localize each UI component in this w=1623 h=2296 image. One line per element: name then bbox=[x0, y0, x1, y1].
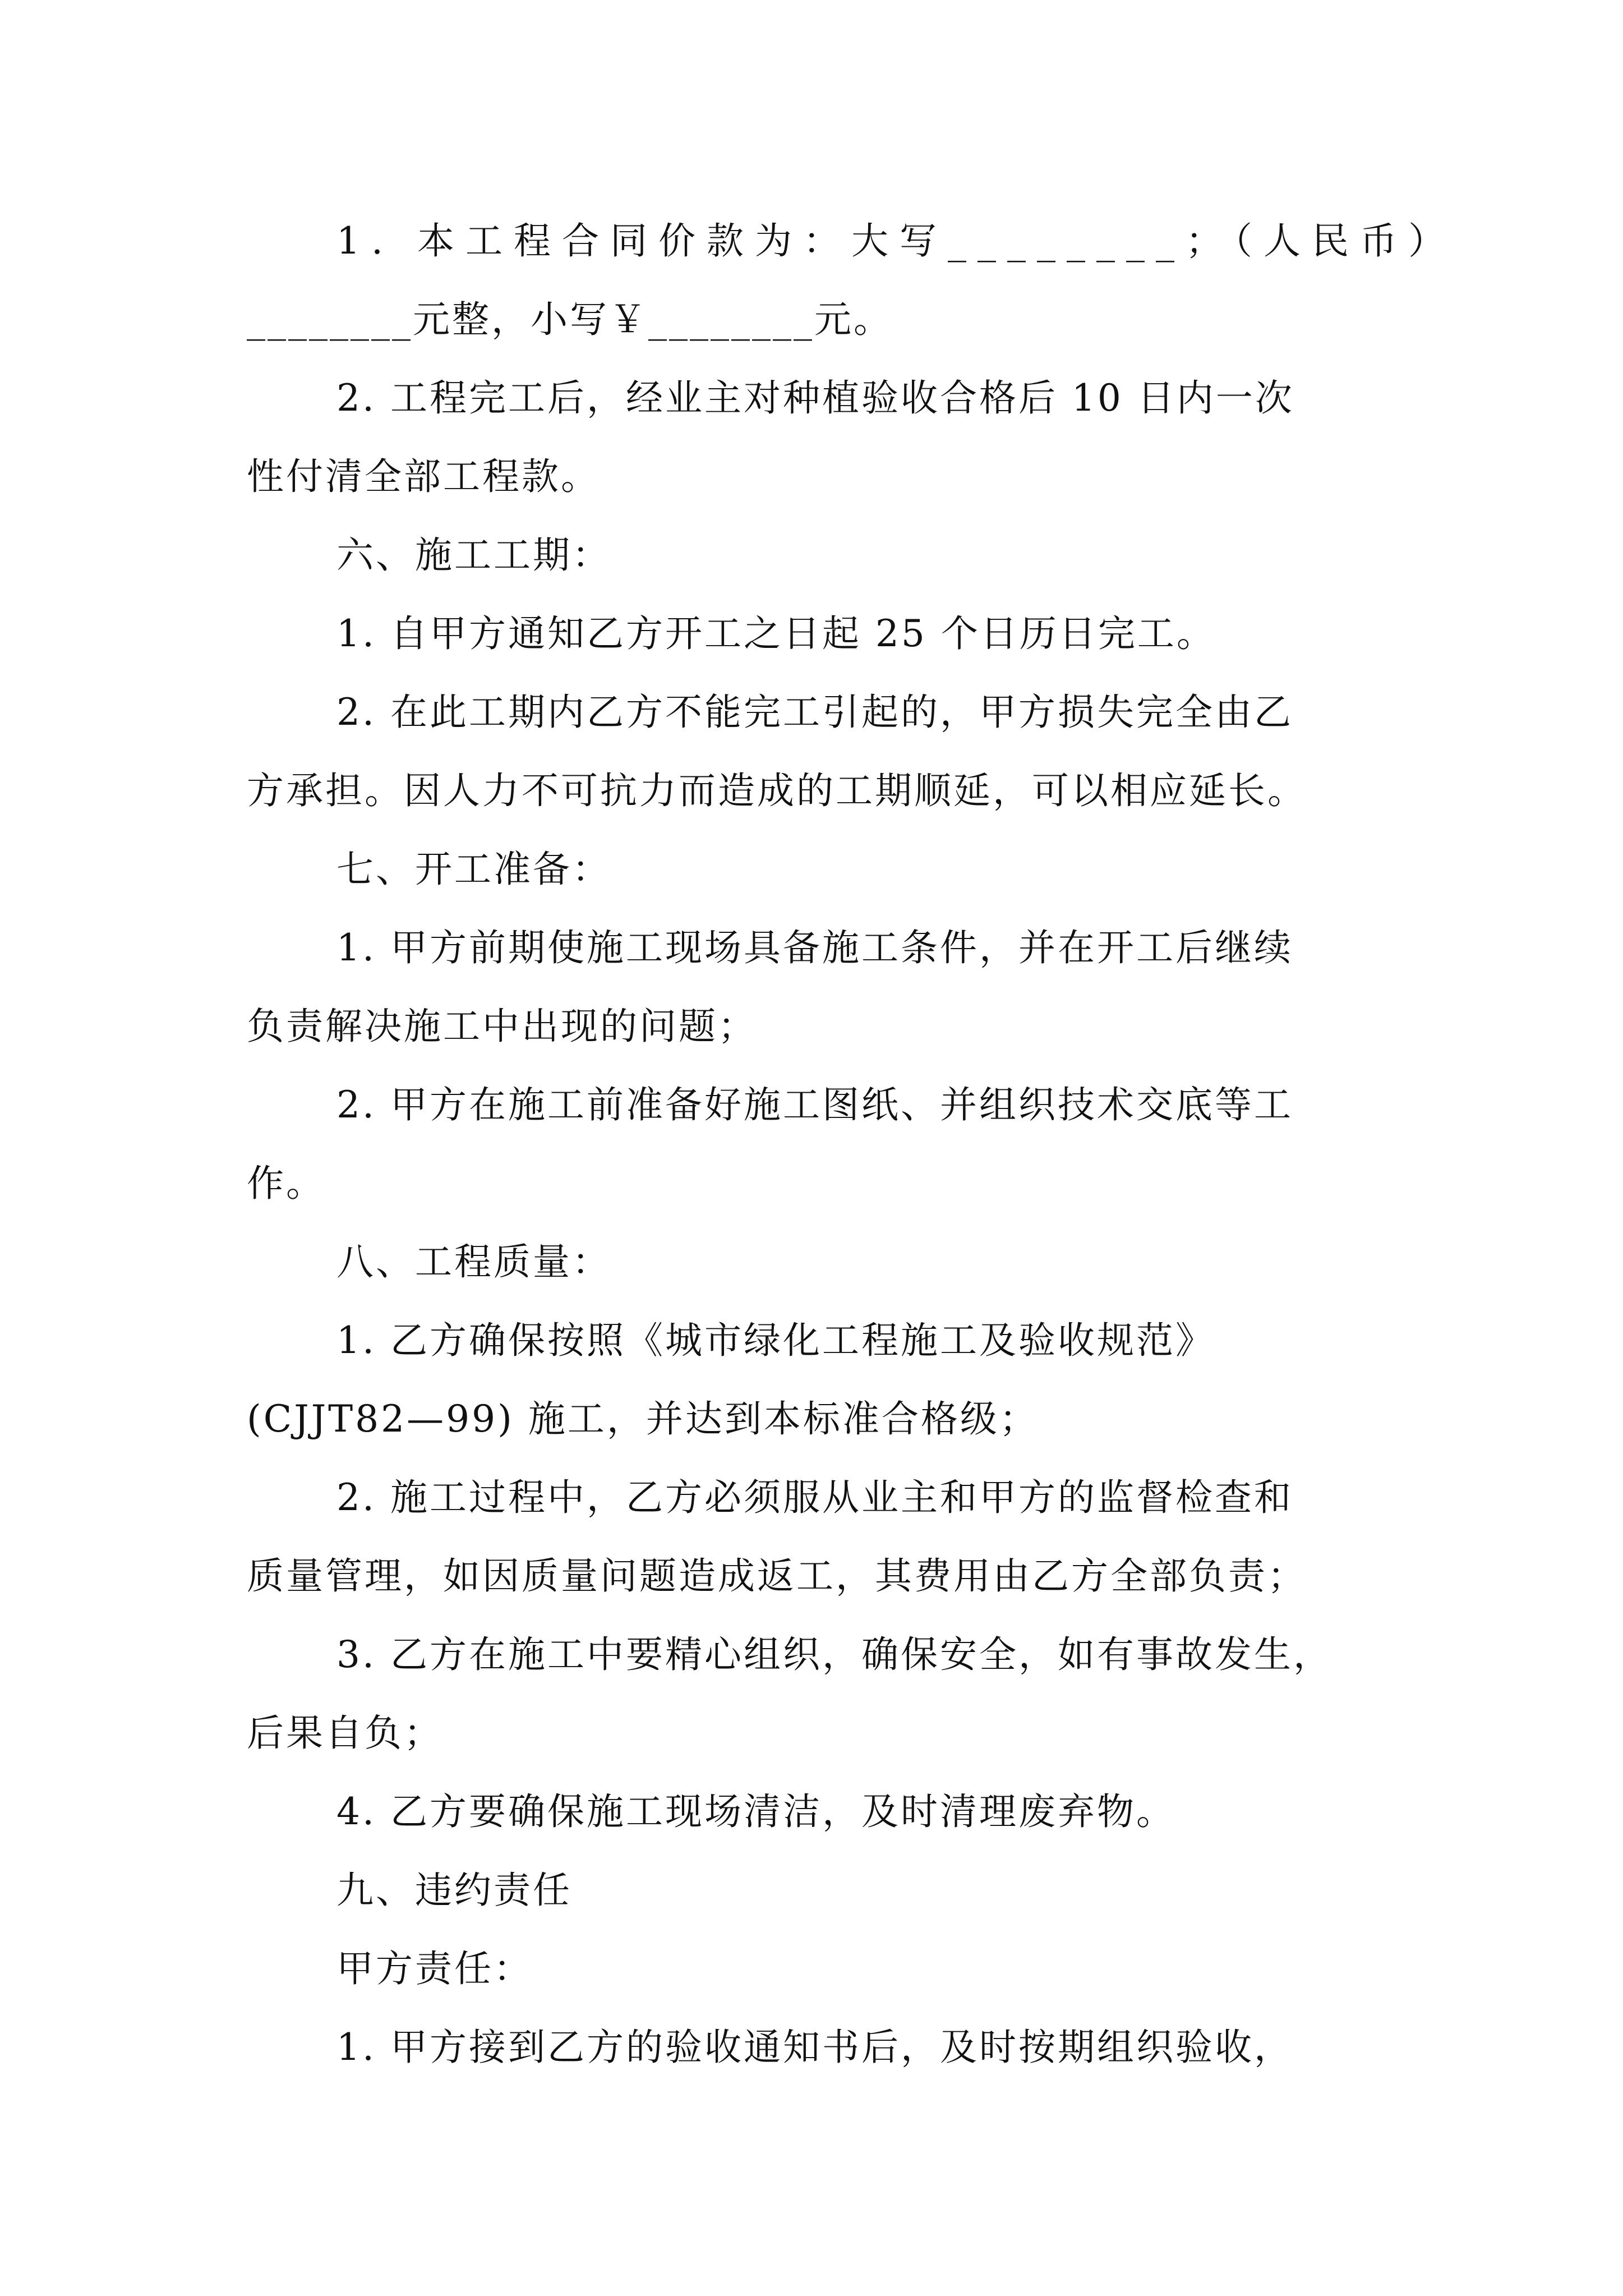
paragraph-line-price-amount: 1. 本工程合同价款为：大写________；（人民币） bbox=[336, 219, 1456, 263]
paragraph-line-schedule-2: 2. 在此工期内乙方不能完工引起的，甲方损失完全由乙 bbox=[336, 691, 1293, 734]
section-heading-preparation: 七、开工准备： bbox=[336, 848, 611, 891]
paragraph-line-quality-4: 4. 乙方要确保施工现场清洁，及时清理废弃物。 bbox=[336, 1790, 1175, 1833]
paragraph-line-quality-1: 1. 乙方确保按照《城市绿化工程施工及验收规范》 bbox=[336, 1319, 1215, 1362]
paragraph-line-quality-3: 3. 乙方在施工中要精心组织，确保安全，如有事故发生， bbox=[336, 1633, 1332, 1676]
paragraph-line-quality-3-cont: 后果自负； bbox=[247, 1711, 443, 1755]
section-heading-quality: 八、工程质量： bbox=[336, 1240, 611, 1283]
paragraph-line-quality-1-cont: (CJJT82—99) 施工，并达到本标准合格级； bbox=[247, 1397, 1039, 1441]
subheading-party-a-liability: 甲方责任： bbox=[336, 1947, 533, 1990]
paragraph-line-liability-1: 1. 甲方接到乙方的验收通知书后，及时按期组织验收， bbox=[336, 2026, 1293, 2069]
paragraph-line-price-amount-cont: ________元整，小写￥________元。 bbox=[247, 298, 893, 341]
paragraph-line-preparation-2: 2. 甲方在施工前准备好施工图纸、并组织技术交底等工 bbox=[336, 1083, 1293, 1126]
section-heading-schedule: 六、施工工期： bbox=[336, 533, 611, 577]
paragraph-line-preparation-1-cont: 负责解决施工中出现的问题； bbox=[247, 1005, 757, 1048]
paragraph-line-schedule-1: 1. 自甲方通知乙方开工之日起 25 个日历日完工。 bbox=[336, 612, 1216, 655]
paragraph-line-schedule-2-cont: 方承担。因人力不可抗力而造成的工期顺延，可以相应延长。 bbox=[247, 769, 1307, 812]
paragraph-line-payment-cont: 性付清全部工程款。 bbox=[247, 455, 600, 498]
paragraph-line-preparation-2-cont: 作。 bbox=[247, 1162, 325, 1205]
paragraph-line-quality-2-cont: 质量管理，如因质量问题造成返工，其费用由乙方全部负责； bbox=[247, 1554, 1307, 1598]
paragraph-line-preparation-1: 1. 甲方前期使施工现场具备施工条件，并在开工后继续 bbox=[336, 926, 1293, 969]
paragraph-line-quality-2: 2. 施工过程中，乙方必须服从业主和甲方的监督检查和 bbox=[336, 1476, 1293, 1519]
paragraph-line-payment: 2. 工程完工后，经业主对种植验收合格后 10 日内一次 bbox=[336, 376, 1294, 420]
section-heading-liability: 九、违约责任 bbox=[336, 1869, 572, 1912]
